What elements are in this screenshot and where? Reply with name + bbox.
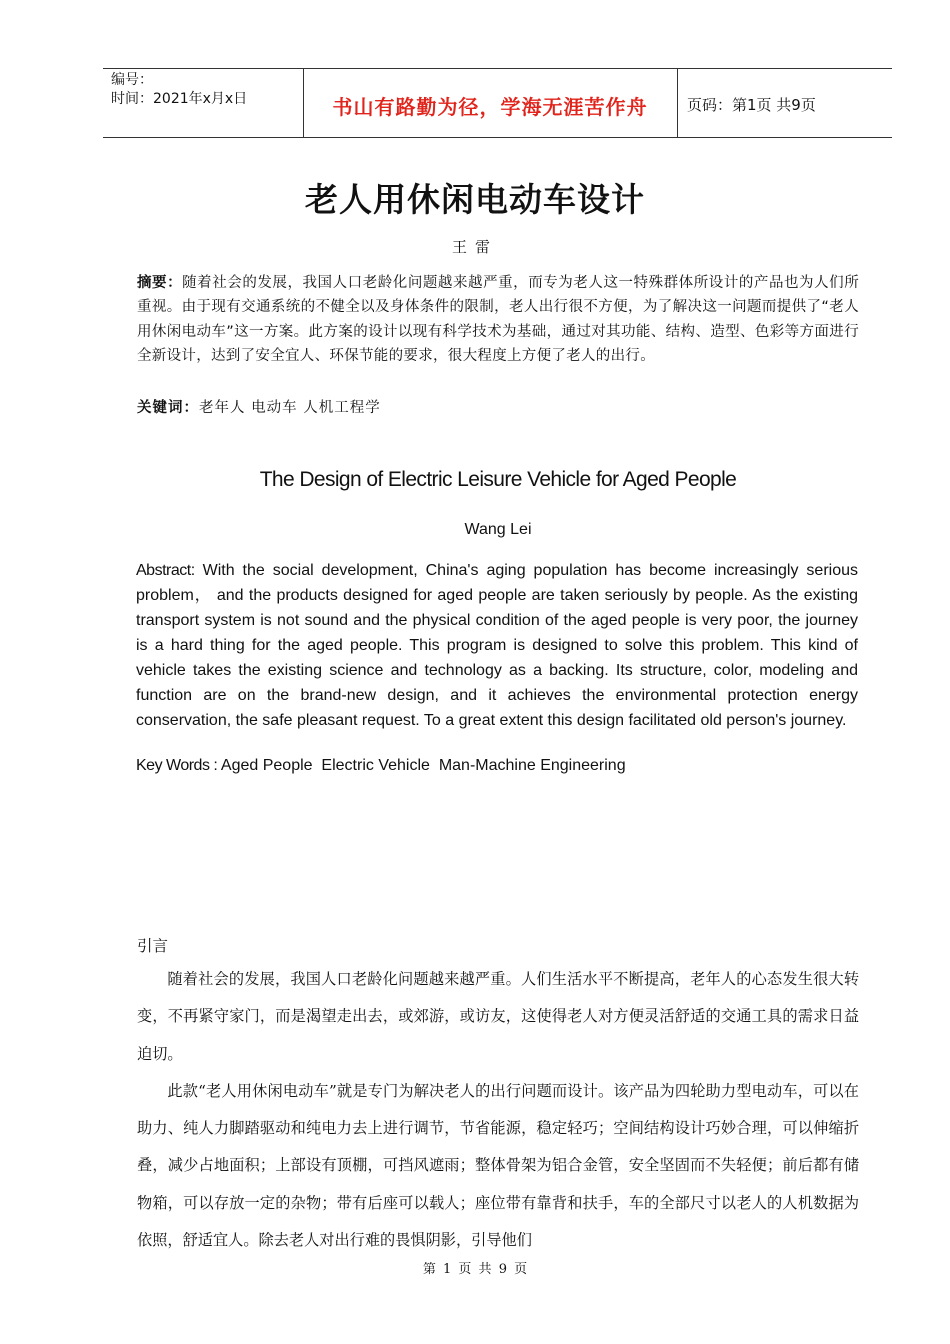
intro-paragraph: 随着社会的发展，我国人口老龄化问题越来越严重。人们生活水平不断提高，老年人的心态发生很大转变，不再紧守家门，而是渴望走出去，或郊游，或访友，这使得老人对方便灵活舒适的交通工具的需求日益迫切。 bbox=[137, 970, 859, 1063]
intro-heading: 引言 bbox=[137, 937, 169, 955]
header-left-cell bbox=[103, 69, 304, 137]
author-name: 王雷 bbox=[451, 238, 498, 256]
chinese-abstract bbox=[137, 271, 859, 368]
page-footer: 第 1 页 共 9 页 bbox=[422, 1262, 528, 1277]
chinese-keywords bbox=[137, 396, 381, 417]
english-abstract-label: Abstract: bbox=[136, 562, 195, 579]
english-keywords-text: Aged People Electric Vehicle Man-Machine Engineering bbox=[217, 757, 626, 774]
chinese-abstract-label: 摘要： bbox=[137, 275, 183, 291]
document-header bbox=[103, 68, 892, 138]
english-abstract bbox=[136, 558, 858, 733]
header-page-cell bbox=[678, 69, 892, 137]
header-motto-cell bbox=[303, 69, 678, 137]
chinese-abstract-text: 随着社会的发展，我国人口老龄化问题越来越严重，而专为老人这一特殊群体所设计的产品也为人们所重视。由于现有交通系统的不健全以及身体条件的限制，老人出行很不方便，为了解决这一问题而提供了“老人用休闲电动车”这一方案。此方案的设计以现有科学技术为基础，通过对其功能、结构、造型、色彩等方面进行全新设计，达到了安全宜人、环保节能的要求，很大程度上方便了老人的出行。 bbox=[137, 275, 859, 364]
english-keywords-label: Key Words : bbox=[136, 757, 218, 774]
motto: 书山有路勤为径，学海无涯苦作舟 bbox=[332, 95, 648, 119]
page-info: 页码：第1页 共9页 bbox=[687, 96, 816, 114]
time-label: 时间：2021年x月x日 bbox=[111, 91, 248, 107]
english-title: The Design of Electric Leisure Vehicle for Aged People bbox=[259, 468, 737, 491]
intro-body bbox=[137, 961, 859, 1259]
english-abstract-text: With the social development, China's aging population has become increasingly serious problem， and the products designed for aged people are taken seriously by people. As the existing transport system is not sound and the physical condition of the aged people is very poor, the journey is a hard thing for the aged people. This program is designed to solve this problem. This kind of vehicle takes the existing science and technology as a backing. Its structure, color, modeling and function are on the brand-new design, and it achieves the environmental protection energy conservation, the safe pleasant request. To a great extent this design facilitated old person's journey. bbox=[136, 562, 858, 729]
english-keywords bbox=[136, 757, 626, 775]
intro-paragraph: 此款“老人用休闲电动车”就是专门为解决老人的出行问题而设计。该产品为四轮助力型电动车，可以在助力、纯人力脚踏驱动和纯电力去上进行调节，节省能源，稳定轻巧；空间结构设计巧妙合理，可以伸缩折叠，减少占地面积；上部设有顶棚，可挡风遮雨；整体骨架为铝合金管，安全坚固而不失轻便；前后都有储物箱，可以存放一定的杂物；带有后座可以载人；座位带有靠背和扶手，车的全部尺寸以老人的人机数据为依照，舒适宜人。除去老人对出行难的畏惧阴影，引导他们 bbox=[137, 1081, 859, 1250]
number-label: 编号： bbox=[111, 72, 153, 88]
chinese-keywords-text: 老年人 电动车 人机工程学 bbox=[199, 400, 381, 416]
chinese-keywords-label: 关键词： bbox=[137, 400, 199, 416]
document-title: 老人用休闲电动车设计 bbox=[305, 180, 645, 219]
english-author: Wang Lei bbox=[464, 521, 532, 538]
